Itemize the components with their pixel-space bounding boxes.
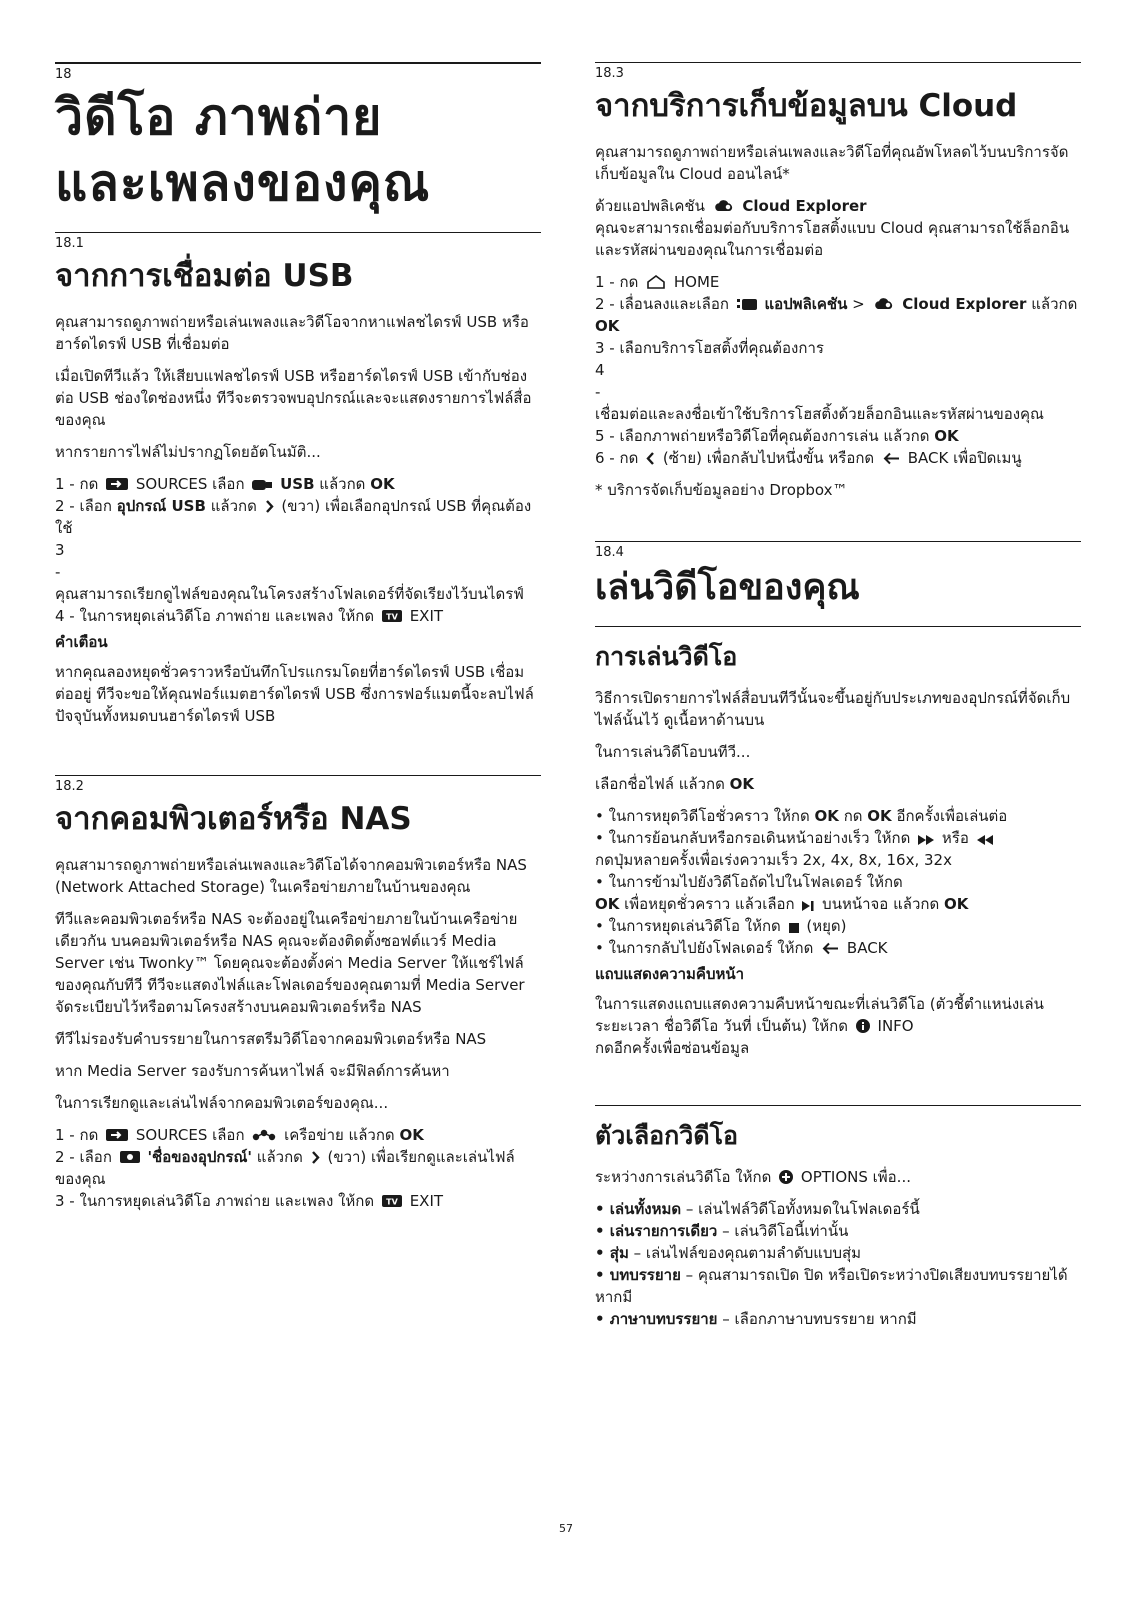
- step-3: 3 - เลือกบริการโฮสติ้งที่คุณต้องการ: [595, 339, 824, 357]
- step-text: 1 - กด: [55, 475, 99, 493]
- paragraph: คุณสามารถดูภาพถ่ายหรือเล่นเพลงและวิดีโอจากหาแฟลชไดรฟ์ USB หรือ ฮาร์ดไดรฟ์ USB ที่เชื่อมต่อ: [55, 313, 529, 353]
- step-5: [595, 425, 1081, 447]
- left-column: [55, 62, 541, 1212]
- bullet-back: [595, 937, 1081, 959]
- back-label: BACK: [846, 939, 888, 957]
- usb-icon: [252, 479, 272, 491]
- section-number: 18.3: [595, 66, 624, 81]
- bullet-text: • ในการหยุดวิดีโอชั่วคราว ให้กด: [595, 807, 810, 825]
- ok-label: OK: [814, 807, 839, 825]
- bullet-text: อีกครั้งเพื่อเล่นต่อ: [896, 807, 1008, 825]
- option-name: • เล่นทั้งหมด: [595, 1200, 682, 1218]
- subsection-title: การเล่นวิดีโอ: [595, 642, 738, 671]
- step-6: [595, 447, 1081, 469]
- option-name: • เล่นรายการเดียว: [595, 1222, 718, 1240]
- step-text: (ขวา) เพื่อเรียกดูและเล่นไฟล์ของคุณ: [55, 1148, 515, 1188]
- subsection-title: ตัวเลือกวิดีโอ: [595, 1121, 739, 1150]
- ok-label: OK: [867, 807, 892, 825]
- option-play-all: [595, 1198, 1081, 1220]
- paragraph-text: ในการแสดงแถบแสดงความคืบหน้าขณะที่เล่นวิดีโอ (ตัวชี้ตำแหน่งเล่น ระยะเวลา ชื่อวิดีโอ วันที่ เป็นต้น) ให้กด: [595, 995, 1044, 1035]
- step-text: เครือข่าย แล้วกด: [284, 1126, 395, 1144]
- option-desc: – เล่นไฟล์วิดีโอทั้งหมดในโฟลเดอร์นี้: [685, 1200, 920, 1218]
- usb-label: USB: [280, 475, 315, 493]
- rewind-icon: [977, 835, 993, 845]
- option-play-one: [595, 1220, 1081, 1242]
- step-2: [595, 293, 1081, 337]
- info-icon: [856, 1019, 870, 1033]
- paragraph: วิธีการเปิดรายการไฟล์สื่อบนทีวีนั้นจะขึ้นอยู่กับประเภทของอุปกรณ์ที่จัดเก็บไฟล์นั้นไว้ ดูเนื้อหาด้านบน: [595, 689, 1071, 729]
- apps-label: แอปพลิเคชัน: [764, 295, 848, 313]
- warning-label: คำเตือน: [55, 633, 108, 651]
- paragraph-text: ด้วยแอปพลิเคชัน: [595, 197, 705, 215]
- ok-label: OK: [370, 475, 395, 493]
- step-4-text: เชื่อมต่อและลงชื่อเข้าใช้บริการโฮสติ้งด้วยล็อกอินและรหัสผ่านของคุณ: [595, 405, 1044, 423]
- bullet-text: • ในการข้ามไปยังวิดีโอถัดไปในโฟลเดอร์ ให้กด: [595, 873, 903, 891]
- chapter-number: 18: [55, 67, 72, 82]
- home-icon: [646, 275, 666, 289]
- footnote: * บริการจัดเก็บข้อมูลอย่าง Dropbox™: [595, 481, 848, 499]
- step-1: [55, 473, 541, 495]
- ok-label: OK: [399, 1126, 424, 1144]
- step-text: 6 - กด: [595, 449, 639, 467]
- svg-text:TV: TV: [386, 612, 398, 622]
- bullet-text: กดปุ่มหลายครั้งเพื่อเร่งความเร็ว 2x, 4x, 8x, 16x, 32x: [595, 851, 952, 869]
- step-2: [55, 495, 541, 539]
- option-desc: – เล่นไฟล์ของคุณตามลำดับแบบสุ่ม: [633, 1244, 862, 1262]
- stop-icon: [789, 923, 799, 933]
- step-3-text: คุณสามารถเรียกดูไฟล์ของคุณในโครงสร้างโฟลเดอร์ที่จัดเรียงไว้บนไดรฟ์: [55, 585, 524, 603]
- step-text: แล้วกด: [319, 475, 366, 493]
- step-1: [55, 1124, 541, 1146]
- paragraph: หากรายการไฟล์ไม่ปรากฏโดยอัตโนมัติ...: [55, 443, 321, 461]
- ok-label: OK: [729, 775, 754, 793]
- step-text: 4 - ในการหยุดเล่นวิดีโอ ภาพถ่าย และเพลง ให้กด: [55, 607, 375, 625]
- step-text: 5 - เลือกภาพถ่ายหรือวิดีโอที่คุณต้องการเล่น แล้วกด: [595, 427, 930, 445]
- section-play-video: [595, 541, 1081, 1330]
- back-arrow-icon: [821, 942, 839, 955]
- section-title: จากคอมพิวเตอร์หรือ NAS: [55, 801, 412, 837]
- paragraph: เมื่อเปิดทีวีแล้ว ให้เสียบแฟลชไดรฟ์ USB หรือฮาร์ดไดรฟ์ USB เข้ากับช่องต่อ USB ช่องใดช่องหนึ่ง ทีวีจะตรวจพบอุปกรณ์และจะแสดงรายการไฟล์สื่อของคุณ: [55, 367, 532, 429]
- bullet-text: บนหน้าจอ แล้วกด: [822, 895, 940, 913]
- apps-icon: [737, 297, 757, 311]
- cloud-explorer-icon: [873, 297, 895, 311]
- step-text: 3 - ในการหยุดเล่นวิดีโอ ภาพถ่าย และเพลง ให้กด: [55, 1192, 375, 1210]
- cloud-explorer-label: Cloud Explorer: [902, 295, 1027, 313]
- subsection-playing: [595, 626, 1081, 1059]
- usb-device-label: อุปกรณ์ USB: [116, 497, 206, 515]
- bullet-skip: [595, 871, 1081, 915]
- section-cloud: [595, 62, 1081, 501]
- paragraph-text: กดอีกครั้งเพื่อซ่อนข้อมูล: [595, 1039, 750, 1057]
- paragraph: คุณสามารถดูภาพถ่ายหรือเล่นเพลงและวิดีโอที่คุณอัพโหลดไว้บนบริการจัดเก็บข้อมูลใน Cloud ออนไลน์*: [595, 143, 1069, 183]
- bullet-text: หรือ: [941, 829, 969, 847]
- step-text: 1 - กด: [595, 273, 639, 291]
- chapter-title-line2: และเพลงของคุณ: [55, 154, 431, 212]
- ok-label: OK: [934, 427, 959, 445]
- section-title: จากการเชื่อมต่อ USB: [55, 258, 354, 294]
- sources-icon: [106, 477, 128, 491]
- option-name: • บทบรรยาย: [595, 1266, 681, 1284]
- section-number: 18.4: [595, 545, 624, 560]
- step-1: [595, 271, 1081, 293]
- bullet-text: กด: [843, 807, 863, 825]
- next-track-icon: [802, 901, 814, 911]
- cloud-explorer-icon: [713, 199, 735, 213]
- sources-icon: [106, 1128, 128, 1142]
- section-nas: [55, 775, 541, 1212]
- step-text: 2 - เลือก: [55, 497, 112, 515]
- options-intro: [595, 1166, 1081, 1188]
- bullet-text: • ในการกลับไปยังโฟลเดอร์ ให้กด: [595, 939, 814, 957]
- paragraph: ทีวีและคอมพิวเตอร์หรือ NAS จะต้องอยู่ในเครือข่ายภายในบ้านเครือข่ายเดียวกัน บนคอมพิวเตอร์หรือ NAS คุณจะต้องติดตั้งซอฟต์แวร์ Media Server เช่น Twonky™ โดยคุณจะต้องตั้งค่า Media Server ให้แชร์ไฟล์ของคุณกับทีวี ทีวีจะแสดงไฟล์และโฟลเดอร์ของคุณตามที่ Media Server จัดระเบียบไว้หรือตามโครงสร้างบนคอมพิวเตอร์หรือ NAS: [55, 910, 525, 1016]
- paragraph: ในการเรียกดูและเล่นไฟล์จากคอมพิวเตอร์ของคุณ...: [55, 1094, 389, 1112]
- bullet-text: • ในการหยุดเล่นวิดีโอ ให้กด: [595, 917, 781, 935]
- section-number: 18.1: [55, 236, 84, 251]
- warning-text: หากคุณลองหยุดชั่วคราวหรือบันทึกโปรแกรมโดยที่ฮาร์ดไดรฟ์ USB เชื่อมต่ออยู่ ทีวีจะขอให้คุณฟอร์แมตฮาร์ดไดรฟ์ USB ซึ่งการฟอร์แมตนี้จะลบไฟล์ปัจจุบันทั้งหมดบนฮาร์ดไดรฟ์ USB: [55, 663, 534, 725]
- info-label: INFO: [877, 1017, 914, 1035]
- section-usb: [55, 232, 541, 727]
- fast-forward-icon: [918, 835, 934, 845]
- step-4-number: 4: [595, 361, 605, 379]
- option-name: • สุ่ม: [595, 1244, 629, 1262]
- ok-label: OK: [595, 895, 620, 913]
- paragraph: [595, 773, 1081, 795]
- step-text: (ขวา) เพื่อเลือกอุปกรณ์ USB ที่คุณต้องใช้: [55, 497, 532, 537]
- step-text: แล้วกด: [1031, 295, 1078, 313]
- ok-label: OK: [943, 895, 969, 913]
- chevron-right-icon: [311, 1151, 320, 1164]
- device-name-label: 'ชื่อของอุปกรณ์': [147, 1148, 253, 1166]
- paragraph-text: ระหว่างการเล่นวิดีโอ ให้กด: [595, 1168, 772, 1186]
- paragraph: ในการเล่นวิดีโอบนทีวี...: [595, 743, 751, 761]
- bullet-seek: [595, 827, 1081, 871]
- section-number: 18.2: [55, 779, 84, 794]
- bullet-text: • ในการย้อนกลับหรือกรอเดินหน้าอย่างเร็ว ให้กด: [595, 829, 911, 847]
- step-2: [55, 1146, 541, 1190]
- cloud-explorer-label: Cloud Explorer: [742, 197, 867, 215]
- step-text: BACK เพื่อปิดเมนู: [907, 449, 1022, 467]
- step-text: 2 - เลื่อนลงและเลือก: [595, 295, 729, 313]
- bullet-pause: [595, 805, 1081, 827]
- chapter-title: [55, 84, 541, 216]
- option-subtitle-language: [595, 1308, 1081, 1330]
- step-text: แล้วกด: [210, 497, 257, 515]
- chapter-title-line1: วิดีโอ ภาพถ่าย: [55, 88, 383, 146]
- options-label: OPTIONS เพื่อ...: [800, 1168, 911, 1186]
- option-shuffle: [595, 1242, 1081, 1264]
- back-arrow-icon: [882, 452, 900, 465]
- step-text: >: [852, 295, 865, 313]
- step-text: SOURCES เลือก: [135, 1126, 245, 1144]
- paragraph-app: [595, 195, 1081, 261]
- tv-icon: [382, 609, 402, 623]
- step-3-dash: -: [55, 563, 61, 581]
- chapter-section: [55, 62, 541, 216]
- ok-label: OK: [595, 317, 620, 335]
- paragraph-text: คุณจะสามารถเชื่อมต่อกับบริการโฮสติ้งแบบ Cloud คุณสามารถใช้ล็อกอินและรหัสผ่านของคุณในการเชื่อมต่อ: [595, 219, 1070, 259]
- section-title: เล่นวิดีโอของคุณ: [595, 567, 860, 608]
- step-text: 2 - เลือก: [55, 1148, 112, 1166]
- network-icon: [252, 1128, 276, 1142]
- paragraph: หาก Media Server รองรับการค้นหาไฟล์ จะมีฟิลด์การค้นหา: [55, 1062, 450, 1080]
- exit-label: EXIT: [409, 1192, 444, 1210]
- step-text: SOURCES เลือก: [135, 475, 245, 493]
- right-column: [595, 62, 1081, 1330]
- step-3-number: 3: [55, 541, 65, 559]
- step-4: [55, 605, 541, 627]
- option-name: • ภาษาบทบรรยาย: [595, 1310, 718, 1328]
- option-desc: – เล่นวิดีโอนี้เท่านั้น: [722, 1222, 849, 1240]
- paragraph: คุณสามารถดูภาพถ่ายหรือเล่นเพลงและวิดีโอได้จากคอมพิวเตอร์หรือ NAS (Network Attached Storage) ในเครือข่ายภายในบ้านของคุณ: [55, 856, 527, 896]
- exit-label: EXIT: [409, 607, 444, 625]
- step-text: 1 - กด: [55, 1126, 99, 1144]
- chevron-right-icon: [265, 500, 274, 513]
- option-desc: – เลือกภาษาบทบรรยาย หากมี: [722, 1310, 917, 1328]
- step-text: แล้วกด: [256, 1148, 303, 1166]
- step-3: [55, 1190, 541, 1212]
- paragraph: ทีวีไม่รองรับคำบรรยายในการสตรีมวิดีโอจากคอมพิวเตอร์หรือ NAS: [55, 1030, 487, 1048]
- progress-bar-label: แถบแสดงความคืบหน้า: [595, 965, 745, 983]
- bullet-text: (หยุด): [806, 917, 847, 935]
- tv-icon: [382, 1194, 402, 1208]
- device-icon: [120, 1150, 140, 1164]
- bullet-stop: [595, 915, 1081, 937]
- options-icon: [779, 1170, 793, 1184]
- section-title: จากบริการเก็บข้อมูลบน Cloud: [595, 88, 1018, 124]
- subsection-video-options: [595, 1105, 1081, 1330]
- paragraph-text: เลือกชื่อไฟล์ แล้วกด: [595, 775, 725, 793]
- step-4-dash: -: [595, 383, 601, 401]
- home-label: HOME: [673, 273, 720, 291]
- bullet-text: เพื่อหยุดชั่วคราว แล้วเลือก: [624, 895, 795, 913]
- page-number: 57: [559, 1522, 573, 1535]
- progress-paragraph: [595, 993, 1081, 1059]
- step-text: (ซ้าย) เพื่อกลับไปหนึ่งขั้น หรือกด: [662, 449, 875, 467]
- chevron-left-icon: [646, 452, 655, 465]
- option-desc: – คุณสามารถเปิด ปิด หรือเปิดระหว่างปิดเสียงบทบรรยายได้ หากมี: [595, 1266, 1068, 1306]
- svg-text:TV: TV: [386, 1197, 398, 1207]
- option-subtitles: [595, 1264, 1081, 1308]
